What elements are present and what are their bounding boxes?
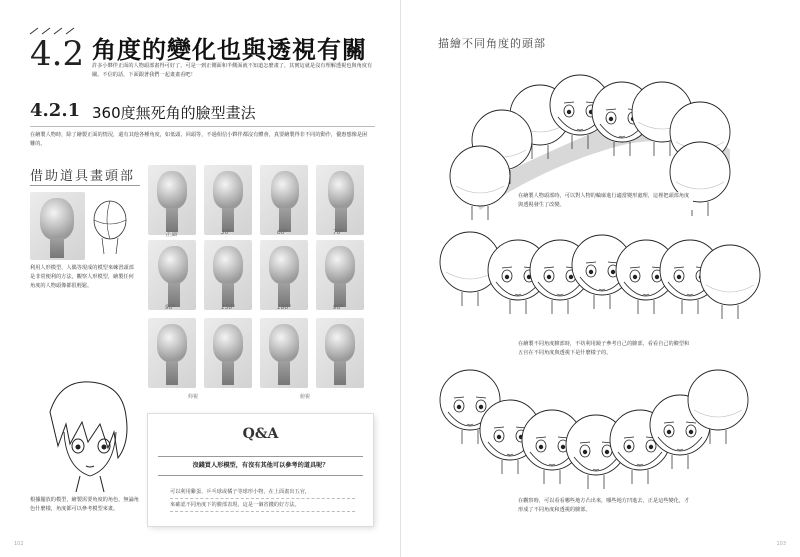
- mannequin-photo-back: [316, 240, 364, 310]
- section-intro: 許多小夥伴正面的人物頭部畫得可好了，可是一到正側面和半側面就不知道怎麼畫了，其實這就是沒有理解透視也與角度有關。不信的話，下面跟著我們一起畫畫看吧！: [92, 63, 373, 78]
- mannequin-photo-down-2: [316, 318, 364, 388]
- section-number: 4.2: [30, 34, 85, 74]
- mannequin-photo-70: [316, 165, 364, 235]
- page-number: 103: [776, 541, 786, 547]
- mannequin-photo-180: [260, 240, 308, 310]
- qa-answer: [170, 486, 355, 512]
- qa-question: 沒錢買人形模型，有沒有其他可以參考的道具呢？: [158, 456, 363, 476]
- photo-label: 150°: [221, 304, 236, 311]
- qa-box: [148, 414, 373, 526]
- right-caption-2: 在繪製不同角度臉部時，不妨利用鏡子參考自己的臉部，看看自己的臉型和五官在不同角度與透視下是什麼樣子的。: [518, 340, 693, 358]
- photo-label: 90°: [165, 304, 176, 311]
- photo-label: 30°: [221, 229, 232, 236]
- subsection-title: 360度無死角的臉型畫法: [92, 104, 256, 122]
- page-number: 102: [14, 541, 24, 547]
- photo-label: 60°: [277, 229, 288, 236]
- photo-label: 90°: [333, 304, 344, 311]
- photo-label: 正面: [165, 231, 178, 238]
- right-caption-1: 在繪製人物頭部時，可以對人物的輪廓進行適當變形處理，這裡把頭部角度與透視發生了改變。: [518, 192, 693, 210]
- mannequin-photo-30: [204, 165, 252, 235]
- tool-caption: 利用人形模型、人偶等現成的模型來練習頭部是非常便利的方法，觀察人形模型，繪製任何角度的人物頭像都很輕鬆。: [30, 265, 134, 289]
- mannequin-photo-down-1: [260, 318, 308, 388]
- tool-heading: 借助道具畫頭部: [30, 169, 136, 184]
- qa-answer-line: 來確認不同角度下的臉部表現，這是一個省錢的好方法。: [170, 499, 355, 512]
- subsection-body: 在繪製人物時，除了繪製正面的情況，還有其他各種角度，如低頭、回頭等，不過相信小夥伴都沒有體會，真要繪製得非不同的動作，優惠想像是困難的。: [30, 132, 368, 147]
- head-wireframe-sketch-icon: [88, 196, 138, 258]
- mannequin-photo-front: [148, 165, 196, 235]
- sketch-caption: 根據擺放的模型，繪製需要角度的角色，無論角色什麼樣，角度都可以參考模型來畫。: [30, 497, 139, 512]
- tool-heading-underline: [30, 185, 140, 186]
- subsection-number: 4.2.1: [30, 100, 81, 121]
- right-caption-3: 在觀察時，可以看看哪些地方凸出來，哪些地方凹進去，正是這些變化，才形成了不同角度和透視的臉部。: [518, 497, 693, 515]
- mannequin-photo-90: [148, 240, 196, 310]
- photo-label: 180°: [277, 304, 292, 311]
- anime-boy-sketch-icon: [30, 372, 140, 492]
- photo-label-bottom: 仰視: [188, 394, 199, 400]
- mannequin-photo-up-2: [204, 318, 252, 388]
- right-page-title: 描繪不同角度的頭部: [438, 37, 546, 50]
- mannequin-photo-up-1: [148, 318, 196, 388]
- mannequin-photo: [30, 192, 85, 260]
- qa-answer-line: 可以利用雞蛋、乒乓球或橘子等球形小物，在上面畫出五官，: [170, 486, 355, 499]
- mannequin-photo-60: [260, 165, 308, 235]
- mannequin-photo-150: [204, 240, 252, 310]
- qa-title: Q&A: [242, 426, 279, 442]
- photo-label-bottom: 俯視: [300, 394, 311, 400]
- right-page: [400, 0, 800, 557]
- subsection-divider: [30, 126, 375, 127]
- section-title: 角度的變化也與透視有關: [92, 36, 367, 64]
- head-angles-illustration-icon: [400, 0, 800, 557]
- photo-label: 70°: [333, 229, 344, 236]
